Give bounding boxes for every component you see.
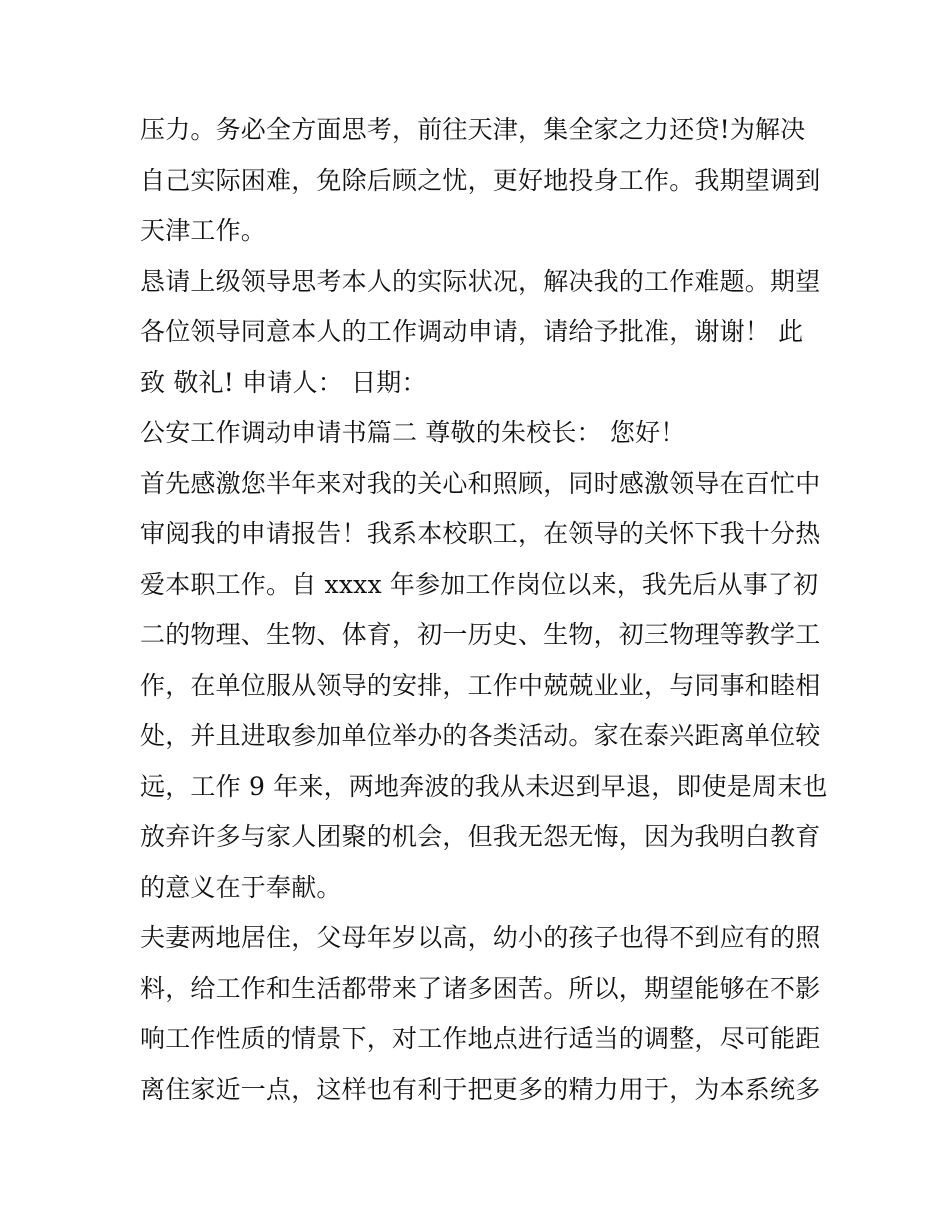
text-line-17: 夫妻两地居住，父母年岁以高，幼小的孩子也得不到应有的照 — [140, 923, 821, 952]
text-line-1: 压力。务必全方面思考，前往天津，集全家之力还贷!为解决 — [140, 115, 806, 144]
text-line-20: 离住家近一点，这样也有利于把更多的精力用于，为本系统多 — [140, 1074, 821, 1104]
text-line-13: 处，并且进取参加单位举办的各类活动。家在泰兴距离单位较 — [140, 721, 821, 750]
text-line-6: 致 敬礼! 申请人： 日期： — [140, 367, 427, 397]
text-line-14: 远，工作 9 年来，两地奔波的我从未迟到早退，即使是周末也 — [140, 771, 828, 801]
text-line-9: 审阅我的申请报告！我系本校职工，在领导的关怀下我十分热 — [140, 519, 821, 548]
text-line-2: 自己实际困难，免除后顾之忧，更好地投身工作。我期望调到 — [140, 165, 821, 195]
text-line-8: 首先感激您半年来对我的关心和照顾，同时感激领导在百忙中 — [140, 468, 821, 498]
document-body — [140, 105, 830, 1115]
text-line-18: 料，给工作和生活都带来了诸多困苦。所以，期望能够在不影 — [140, 973, 821, 1003]
text-line-19: 响工作性质的情景下，对工作地点进行适当的调整，尽可能距 — [140, 1024, 821, 1053]
text-line-11: 二的物理、生物、体育，初一历史、生物，初三物理等教学工 — [140, 620, 821, 649]
text-line-15: 放弃许多与家人团聚的机会，但我无怨无悔，因为我明白教育 — [140, 822, 821, 851]
text-line-12: 作，在单位服从领导的安排，工作中兢兢业业，与同事和睦相 — [140, 670, 821, 700]
text-line-16: 的意义在于奉献。 — [140, 872, 342, 902]
section-title-line: 公安工作调动申请书篇二 尊敬的朱校长： 您好！ — [140, 418, 686, 447]
text-line-10: 爱本职工作。自 xxxx 年参加工作岗位以来，我先后从事了初 — [140, 569, 819, 599]
text-line-4: 恳请上级领导思考本人的实际状况，解决我的工作难题。期望 — [140, 266, 821, 296]
text-line-3: 天津工作。 — [140, 216, 267, 245]
text-line-5: 各位领导同意本人的工作调动申请，请给予批准，谢谢！ 此 — [140, 317, 804, 346]
